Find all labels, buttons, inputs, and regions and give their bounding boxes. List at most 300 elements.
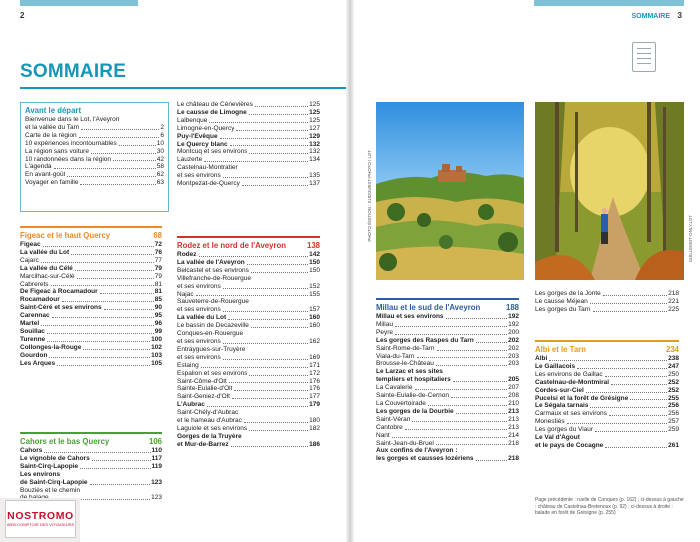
toc-entry[interactable] [376, 329, 519, 337]
toc-entry-page: 132 [309, 140, 320, 148]
toc-entry[interactable] [177, 180, 320, 188]
toc-entry-title: Les environs [20, 470, 61, 478]
toc-entry-page: 81 [154, 280, 162, 288]
toc-entry-title: Bienvenue dans le Lot, l'Aveyron [25, 116, 120, 123]
toc-entry[interactable] [20, 241, 162, 249]
toc-entry-title: Collonges-la-Rouge [20, 343, 82, 351]
toc-entry[interactable] [177, 172, 320, 180]
toc-entry-page: 63 [156, 179, 164, 187]
toc-dot-leader [244, 417, 308, 423]
toc-entry[interactable] [177, 370, 320, 378]
toc-entry[interactable] [376, 440, 519, 448]
toc-dot-leader [249, 109, 308, 115]
toc-entry-title: Cantobre [376, 423, 403, 431]
toc-entry[interactable] [177, 133, 320, 141]
toc-entry[interactable] [535, 442, 679, 450]
toc-entry[interactable] [177, 101, 320, 109]
toc-entry[interactable] [20, 479, 162, 487]
toc-dot-leader [113, 156, 156, 162]
toc-entry-page: 218 [508, 439, 519, 447]
toc-entry-page: 125 [309, 116, 320, 124]
toc-entry[interactable] [177, 409, 320, 417]
toc-entry[interactable] [20, 352, 162, 360]
toc-entry-title: La vallée du Célé [20, 264, 73, 272]
toc-entry-title: Le Gaillacois [535, 362, 576, 370]
toc-entry-title: et ses environs [177, 353, 221, 361]
toc-entry[interactable] [376, 447, 519, 455]
toc-dot-leader [223, 306, 308, 312]
section-heading-page: 234 [665, 345, 679, 354]
toc-entry-page: 134 [309, 156, 320, 164]
photo-credit-left: PHOTO ÉDITION : SUDOUEST-PHOTO / LOT [367, 150, 372, 242]
toc-entry[interactable] [177, 441, 320, 449]
toc-entry[interactable] [376, 416, 519, 424]
toc-dot-leader [436, 440, 507, 446]
logo-text: NOSTROMO [7, 510, 74, 522]
toc-dot-leader [196, 291, 309, 297]
toc-entry-page: 155 [309, 290, 320, 298]
toc-entry[interactable] [177, 385, 320, 393]
toc-entry[interactable] [535, 418, 679, 426]
toc-entry[interactable] [20, 320, 162, 328]
toc-entry-title: Le vignoble de Cahors [20, 454, 90, 462]
toc-entry[interactable] [20, 471, 162, 479]
toc-entry-page: 123 [151, 478, 162, 486]
running-head: SOMMAIRE [631, 13, 670, 20]
toc-entry-title: Espalion et ses environs [177, 369, 248, 377]
toc-entry-page: 256 [668, 410, 679, 418]
toc-entry-title: Najac [177, 290, 194, 298]
toc-dot-leader [611, 379, 667, 385]
toc-entry-title: et le pays de Cocagne [535, 441, 604, 449]
toc-entry[interactable] [25, 124, 164, 132]
toc-entry[interactable] [177, 346, 320, 354]
section-heading-text: Millau et le sud de l'Aveyron [376, 303, 481, 312]
toc-entry-title: De Figeac à Rocamadour [20, 288, 98, 296]
toc-entry-page: 247 [668, 362, 679, 370]
section-heading [20, 231, 162, 240]
toc-entry-title: En avant-goût [25, 171, 66, 179]
toc-entry[interactable] [177, 267, 320, 275]
toc-section-millau [376, 298, 519, 463]
toc-entry[interactable] [177, 283, 320, 291]
toc-entry-page: 6 [160, 131, 164, 139]
toc-entry[interactable] [177, 156, 320, 164]
toc-entry-title: Saint-Côme-d'Olt [177, 377, 227, 385]
toc-dot-leader [590, 402, 667, 408]
toc-entry[interactable] [25, 156, 164, 164]
toc-dot-leader [249, 370, 308, 376]
toc-entry-title: de Saint-Cirq-Lapopie [20, 478, 88, 486]
toc-dot-leader [51, 281, 154, 287]
toc-entry-page: 176 [309, 385, 320, 393]
toc-entry-page: 192 [508, 320, 519, 328]
toc-entry[interactable] [177, 378, 320, 386]
toc-entry-page: 259 [668, 426, 679, 434]
toc-entry[interactable] [20, 304, 162, 312]
toc-entry[interactable] [25, 171, 164, 179]
toc-dot-leader [223, 172, 308, 178]
toc-entry[interactable] [177, 433, 320, 441]
toc-entry-title: Les gorges de la Jonte [535, 290, 601, 297]
toc-entry[interactable] [177, 417, 320, 425]
photo-castle-landscape [376, 102, 524, 280]
toc-dot-leader [67, 171, 155, 177]
toc-entry[interactable] [20, 265, 162, 273]
toc-entry[interactable] [177, 164, 320, 172]
toc-entry-page: 129 [309, 132, 320, 140]
toc-entry-page: 96 [154, 320, 162, 328]
toc-entry-page: 213 [508, 407, 519, 415]
toc-entry-title: Saint-Céré et ses environs [20, 304, 102, 312]
toc-entry-title: 10 expériences incontournables [25, 139, 117, 147]
toc-entry-page: 252 [668, 386, 679, 394]
toc-entry[interactable] [177, 148, 320, 156]
toc-dot-leader [71, 249, 154, 255]
toc-entry-title: et ses environs [177, 172, 221, 180]
toc-dot-leader [54, 163, 156, 169]
section-heading-page: 68 [153, 231, 162, 240]
toc-entry-title: Rodez [177, 251, 197, 258]
toc-entry[interactable] [177, 393, 320, 401]
toc-entry-title: et le hameau d'Aubrac [177, 417, 242, 425]
toc-entry-page: 252 [668, 378, 679, 386]
toc-entry[interactable] [177, 275, 320, 283]
toc-section-rodez [177, 236, 320, 449]
toc-entry-page: 77 [154, 256, 162, 264]
toc-entry[interactable] [177, 251, 320, 259]
toc-entry-page: 58 [156, 163, 164, 171]
toc-entry-page: 123 [151, 494, 162, 502]
toc-entry[interactable] [535, 379, 679, 387]
toc-entry[interactable] [177, 362, 320, 370]
forest-path-image [535, 102, 684, 280]
toc-dot-leader [80, 463, 150, 469]
toc-section-figeac [20, 226, 162, 368]
toc-entry[interactable] [25, 140, 164, 148]
toc-entry-page: 200 [508, 328, 519, 336]
toc-entry-page: 202 [508, 344, 519, 352]
toc-entry-title: Laguiole et ses environs [177, 424, 248, 432]
toc-section-jonte [535, 290, 679, 314]
toc-dot-leader [62, 296, 154, 302]
toc-entry-page: 202 [508, 336, 519, 344]
toc-entry[interactable] [25, 163, 164, 171]
toc-entry-page: 125 [309, 108, 320, 116]
toc-entry-page: 257 [668, 418, 679, 426]
toc-entry-title: Martel [20, 320, 40, 328]
toc-section-avant [20, 102, 169, 212]
toc-entry-page: 177 [309, 393, 320, 401]
toc-dot-leader [476, 337, 507, 343]
toc-entry[interactable] [20, 312, 162, 320]
toc-entry-page: 221 [668, 297, 679, 305]
toc-entry[interactable] [20, 360, 162, 368]
toc-entry[interactable] [25, 116, 164, 124]
toc-entry[interactable] [20, 463, 162, 471]
toc-dot-leader [230, 141, 309, 147]
toc-entry-page: 90 [154, 304, 162, 312]
section-heading-page: 106 [148, 437, 162, 446]
section-heading [20, 437, 162, 446]
book-gutter [346, 0, 354, 542]
section-top-line [177, 236, 320, 238]
toc-entry-page: 10 [156, 139, 164, 147]
toc-entry[interactable] [20, 288, 162, 296]
toc-entry-title: et ses environs [177, 282, 221, 290]
toc-entry[interactable] [535, 426, 679, 434]
toc-entry-page: 30 [156, 147, 164, 155]
toc-entry-page: 203 [508, 360, 519, 368]
toc-entry-page: 180 [309, 417, 320, 425]
toc-entry[interactable] [20, 447, 162, 455]
toc-entry[interactable] [20, 344, 162, 352]
toc-entry-title: et la vallée du Tarn [25, 123, 80, 131]
toc-dot-leader [549, 355, 667, 361]
toc-entry-page: 62 [156, 171, 164, 179]
toc-dot-leader [231, 441, 308, 447]
toc-dot-leader [415, 384, 508, 390]
toc-entry-title: les gorges et causses lozériens [376, 455, 474, 463]
toc-entry-title: La région sans voiture [25, 147, 89, 155]
toc-dot-leader [47, 336, 150, 342]
toc-entry[interactable] [177, 291, 320, 299]
toc-entry[interactable] [20, 281, 162, 289]
toc-entry-title: Saint-Jean-du-Bruel [376, 439, 434, 447]
toc-dot-leader [83, 344, 150, 350]
toc-entry[interactable] [535, 298, 679, 306]
toc-entry-title: Puy-l'Évêque [177, 132, 218, 140]
toc-entry[interactable] [20, 328, 162, 336]
toc-entry-title: Saint-Rome-de-Tarn [376, 344, 435, 352]
toc-entry[interactable] [376, 321, 519, 329]
toc-entry-page: 42 [156, 155, 164, 163]
toc-entry-page: 238 [668, 355, 679, 362]
toc-dot-leader [428, 400, 507, 406]
toc-entry[interactable] [20, 487, 162, 495]
photo-credit-right: GUILLEMOT-ONLY.LOT [688, 215, 693, 263]
toc-entry[interactable] [20, 257, 162, 265]
toc-entry[interactable] [177, 338, 320, 346]
toc-entry-page: 213 [508, 423, 519, 431]
toc-entry[interactable] [177, 425, 320, 433]
toc-dot-leader [41, 257, 154, 263]
toc-entry[interactable] [376, 313, 519, 321]
toc-entry[interactable] [25, 132, 164, 140]
toc-entry[interactable] [535, 290, 679, 298]
toc-entry-title: Les gorges des Raspes du Tarn [376, 336, 474, 344]
toc-entry-page: 79 [154, 264, 162, 272]
toc-entry[interactable] [535, 306, 679, 314]
toc-entry[interactable] [535, 434, 679, 442]
toc-dot-leader [57, 360, 150, 366]
toc-entry-page: 261 [668, 441, 679, 449]
toc-entry-page: 103 [151, 351, 162, 359]
toc-entry-title: La vallée du Lot [177, 314, 227, 322]
toc-entry-title: Saint-Geniez-d'Olt [177, 393, 230, 401]
toc-dot-leader [52, 312, 154, 318]
toc-entry-title: La vallée de l'Aveyron [177, 258, 245, 266]
toc-dot-leader [417, 353, 508, 359]
toc-entry[interactable] [177, 401, 320, 409]
toc-dot-leader [204, 156, 308, 162]
toc-entry-title: templiers et hospitaliers [376, 376, 451, 384]
toc-entry[interactable] [25, 179, 164, 187]
toc-entry-title: Sainte-Eulalie-d'Olt [177, 385, 233, 393]
toc-dot-leader [247, 259, 308, 265]
toc-entry[interactable] [376, 360, 519, 368]
toc-entry[interactable] [177, 125, 320, 133]
toc-entry[interactable] [20, 249, 162, 257]
toc-dot-leader [609, 410, 667, 416]
toc-entry[interactable] [376, 455, 519, 463]
toc-entry-page: 205 [508, 376, 519, 384]
toc-entry[interactable] [177, 117, 320, 125]
toc-entry-title: Lalbenque [177, 116, 208, 124]
section-heading-text: Rodez et le nord de l'Aveyron [177, 241, 287, 250]
toc-entry-page: 132 [309, 148, 320, 156]
toc-entry[interactable] [535, 410, 679, 418]
toc-entry[interactable] [376, 408, 519, 416]
toc-entry-title: Cahors [20, 447, 43, 454]
toc-entry-title: Bouziès et le chemin [20, 486, 80, 494]
toc-entry-page: 119 [151, 462, 162, 470]
toc-dot-leader [199, 251, 309, 257]
toc-entry[interactable] [177, 141, 320, 149]
toc-entry[interactable] [177, 330, 320, 338]
toc-dot-leader [41, 320, 154, 326]
toc-entry[interactable] [535, 402, 679, 410]
toc-entry-title: Brousse-le-Château [376, 360, 434, 368]
toc-entry[interactable] [376, 345, 519, 353]
toc-entry-page: 162 [309, 337, 320, 345]
toc-entry-page: 210 [508, 399, 519, 407]
toc-entry-page: 160 [309, 322, 320, 330]
toc-entry-title: Estaing [177, 361, 199, 369]
toc-entry[interactable] [535, 387, 679, 395]
toc-entry[interactable] [20, 336, 162, 344]
toc-entry[interactable] [535, 363, 679, 371]
toc-entry-title: Entraygues-sur-Truyère [177, 345, 246, 353]
toc-entry-page: 182 [309, 424, 320, 432]
toc-dot-leader [92, 455, 151, 461]
toc-entry[interactable] [177, 259, 320, 267]
toc-dot-leader [436, 360, 507, 366]
toc-entry[interactable] [25, 148, 164, 156]
toc-entry-title: Le bassin de Decazeville [177, 322, 249, 330]
toc-entry[interactable] [376, 376, 519, 384]
toc-dot-leader [100, 288, 154, 294]
toc-dot-leader [437, 345, 508, 351]
toc-entry[interactable] [376, 432, 519, 440]
toc-section-albi [535, 340, 679, 450]
toc-entry-title: Sainte-Eulalie-de-Cernon [376, 392, 449, 400]
toc-dot-leader [251, 267, 308, 273]
toc-entry-page: 255 [668, 394, 679, 402]
toc-entry-title: Pucelsi et la forêt de Grésigne [535, 394, 629, 402]
toc-entry-title: Viala-du-Tarn [376, 352, 415, 360]
toc-entry[interactable] [535, 395, 679, 403]
toc-dot-leader [249, 148, 308, 154]
toc-entry-title: 10 randonnées dans la région [25, 155, 112, 163]
toc-entry-title: Castelnau-de-Montmiral [535, 378, 610, 386]
toc-entry-page: 172 [309, 369, 320, 377]
toc-entry-page: 105 [151, 359, 162, 367]
toc-entry[interactable] [20, 455, 162, 463]
toc-dot-leader [567, 418, 668, 424]
toc-entry[interactable] [376, 400, 519, 408]
toc-entry-title: La vallée du Lot [20, 248, 70, 256]
toc-dot-leader [232, 393, 308, 399]
section-heading-page: 138 [306, 241, 320, 250]
toc-entry-title: Carennac [20, 312, 50, 320]
toc-entry-page: 99 [154, 327, 162, 335]
toc-entry[interactable] [376, 337, 519, 345]
toc-entry-title: Marcilhac-sur-Célé [20, 272, 75, 280]
toc-dot-leader [43, 241, 154, 247]
toc-entry-title: Les gorges de la Dourbie [376, 407, 454, 415]
toc-dot-leader [81, 124, 159, 130]
toc-entry[interactable] [20, 273, 162, 281]
toc-entry[interactable] [177, 306, 320, 314]
toc-entry-title: Cordes-sur-Ciel [535, 386, 584, 394]
toc-entry-title: Albi [535, 355, 548, 362]
toc-entry[interactable] [177, 109, 320, 117]
toc-entry-page: 176 [309, 377, 320, 385]
toc-dot-leader [220, 133, 309, 139]
section-heading-page: 188 [505, 303, 519, 312]
toc-entry[interactable] [177, 322, 320, 330]
section-top-line [20, 226, 162, 228]
toc-entry-page: 214 [508, 431, 519, 439]
toc-dot-leader [453, 376, 507, 382]
toc-entry[interactable] [535, 371, 679, 379]
toc-entry[interactable] [376, 368, 519, 376]
toc-dot-leader [49, 352, 150, 358]
toc-entry[interactable] [376, 392, 519, 400]
toc-entry-page: 2 [160, 123, 164, 131]
toc-dot-leader [593, 306, 668, 312]
toc-dot-leader [223, 354, 308, 360]
section-heading [177, 241, 320, 250]
toc-entry-page: 160 [309, 314, 320, 322]
toc-entry[interactable] [177, 298, 320, 306]
toc-dot-leader [236, 125, 308, 131]
toc-entry[interactable] [20, 296, 162, 304]
toc-entry-title: La Cavalerie [376, 384, 413, 392]
toc-entry[interactable] [177, 314, 320, 322]
toc-entry[interactable] [535, 355, 679, 363]
toc-entry[interactable] [177, 354, 320, 362]
toc-dot-leader [223, 338, 308, 344]
toc-dot-leader [79, 132, 160, 138]
toc-entry-title: Le Val d'Agout [535, 434, 580, 442]
toc-entry-title: Cabrerets [20, 280, 49, 288]
toc-entry-page: 169 [309, 353, 320, 361]
toc-entry[interactable] [376, 353, 519, 361]
toc-entry-title: La Couvertoirade [376, 399, 426, 407]
toc-entry-title: Cajarc [20, 256, 39, 264]
toc-section-cahors [20, 432, 162, 502]
toc-entry-page: 213 [508, 415, 519, 423]
section-top-line [376, 298, 519, 300]
toc-entry[interactable] [376, 424, 519, 432]
toc-entry-title: Voyager en famille [25, 179, 79, 187]
title-rule [20, 87, 346, 89]
toc-dot-leader [456, 408, 507, 414]
toc-entry[interactable] [376, 384, 519, 392]
toc-entry-page: 72 [154, 241, 162, 248]
